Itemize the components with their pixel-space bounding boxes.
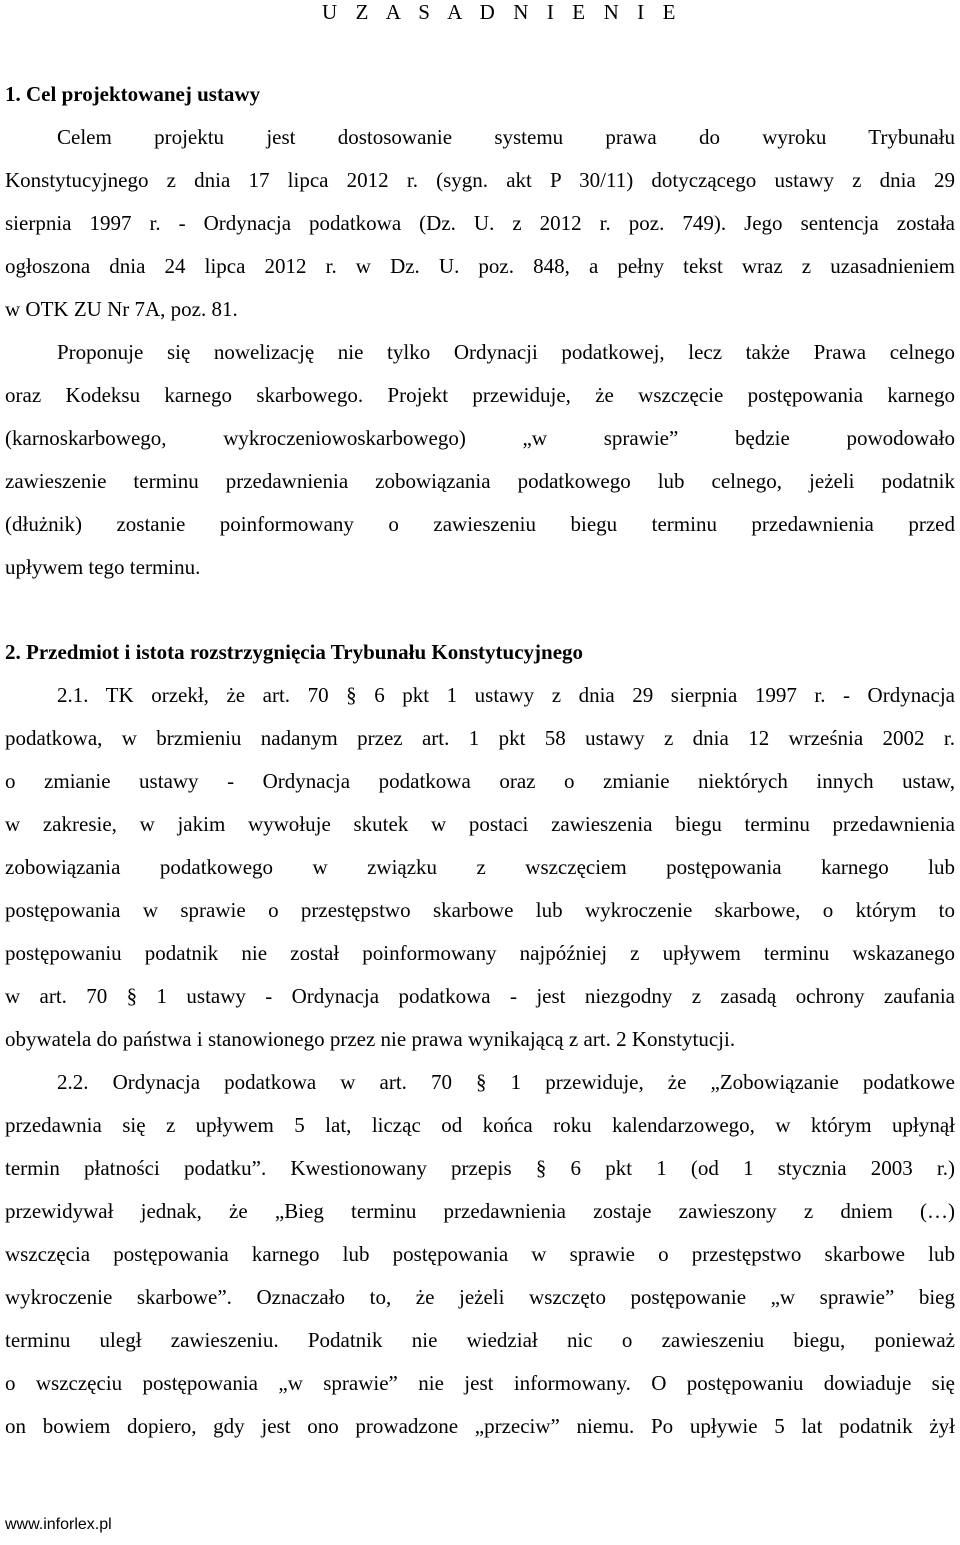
paragraph-line: w OTK ZU Nr 7A, poz. 81. [5,297,238,321]
paragraph-line: termin płatności podatku”. Kwestionowany przepis § 6 pkt 1 (od 1 stycznia 2003 r.) [5,1156,955,1180]
paragraph-line: sierpnia 1997 r. - Ordynacja podatkowa (Dz. U. z 2012 r. poz. 749). Jego sentencja została [5,211,955,235]
paragraph-line: Celem projektu jest dostosowanie systemu prawa do wyroku Trybunału [57,125,955,149]
footer-website: www.inforlex.pl [5,1516,112,1533]
paragraph-line: postępowaniu podatnik nie został poinformowany najpóźniej z upływem terminu wskazanego [5,941,955,965]
paragraph-line: przedawnia się z upływem 5 lat, licząc od końca roku kalendarzowego, w którym upłynął [5,1113,955,1137]
paragraph-line: o wszczęciu postępowania „w sprawie” nie jest informowany. O postępowaniu dowiaduje się [5,1371,955,1395]
paragraph-line: w zakresie, w jakim wywołuje skutek w postaci zawieszenia biegu terminu przedawnienia [5,812,955,836]
paragraph-line: ogłoszona dnia 24 lipca 2012 r. w Dz. U. poz. 848, a pełny tekst wraz z uzasadnieniem [5,254,955,278]
paragraph-line: przewidywał jednak, że „Bieg terminu przedawnienia zostaje zawieszony z dniem (…) [5,1199,955,1223]
paragraph-line: zawieszenie terminu przedawnienia zobowiązania podatkowego lub celnego, jeżeli podatnik [5,469,955,493]
paragraph-line: (karnoskarbowego, wykroczeniowoskarbowego) „w sprawie” będzie powodowało [5,426,955,450]
paragraph-line: upływem tego terminu. [5,555,201,579]
paragraph-line: postępowania w sprawie o przestępstwo skarbowe lub wykroczenie skarbowe, o którym to [5,898,955,922]
paragraph-line: Konstytucyjnego z dnia 17 lipca 2012 r. (sygn. akt P 30/11) dotyczącego ustawy z dnia 29 [5,168,955,192]
paragraph-line: 2.2. Ordynacja podatkowa w art. 70 § 1 przewiduje, że „Zobowiązanie podatkowe [57,1070,955,1094]
document-title: U Z A S A D N I E N I E [322,0,683,24]
paragraph-line: 2.1. TK orzekł, że art. 70 § 6 pkt 1 ustawy z dnia 29 sierpnia 1997 r. - Ordynacja [57,683,955,707]
paragraph-line: wszczęcia postępowania karnego lub postępowania w sprawie o przestępstwo skarbowe lub [5,1242,955,1266]
paragraph-line: wykroczenie skarbowe”. Oznaczało to, że jeżeli wszczęto postępowanie „w sprawie” bieg [5,1285,955,1309]
section-heading-2: 2. Przedmiot i istota rozstrzygnięcia Trybunału Konstytucyjnego [5,640,584,664]
paragraph-line: w art. 70 § 1 ustawy - Ordynacja podatkowa - jest niezgodny z zasadą ochrony zaufania [5,984,955,1008]
paragraph-line: oraz Kodeksu karnego skarbowego. Projekt przewiduje, że wszczęcie postępowania karnego [5,383,955,407]
paragraph-line: zobowiązania podatkowego w związku z wszczęciem postępowania karnego lub [5,855,955,879]
paragraph-line: on bowiem dopiero, gdy jest ono prowadzone „przeciw” niemu. Po upływie 5 lat podatnik żył [5,1414,955,1438]
section-heading-1: 1. Cel projektowanej ustawy [5,82,261,106]
paragraph-line: (dłużnik) zostanie poinformowany o zawieszeniu biegu terminu przedawnienia przed [5,512,955,536]
paragraph-line: o zmianie ustawy - Ordynacja podatkowa oraz o zmianie niektórych innych ustaw, [5,769,955,793]
paragraph-line: obywatela do państwa i stanowionego przez nie prawa wynikającą z art. 2 Konstytucji. [5,1027,736,1051]
paragraph-line: terminu uległ zawieszeniu. Podatnik nie wiedział nic o zawieszeniu biegu, ponieważ [5,1328,955,1352]
paragraph-line: podatkowa, w brzmieniu nadanym przez art. 1 pkt 58 ustawy z dnia 12 września 2002 r. [5,726,955,750]
paragraph-line: Proponuje się nowelizację nie tylko Ordynacji podatkowej, lecz także Prawa celnego [57,340,955,364]
